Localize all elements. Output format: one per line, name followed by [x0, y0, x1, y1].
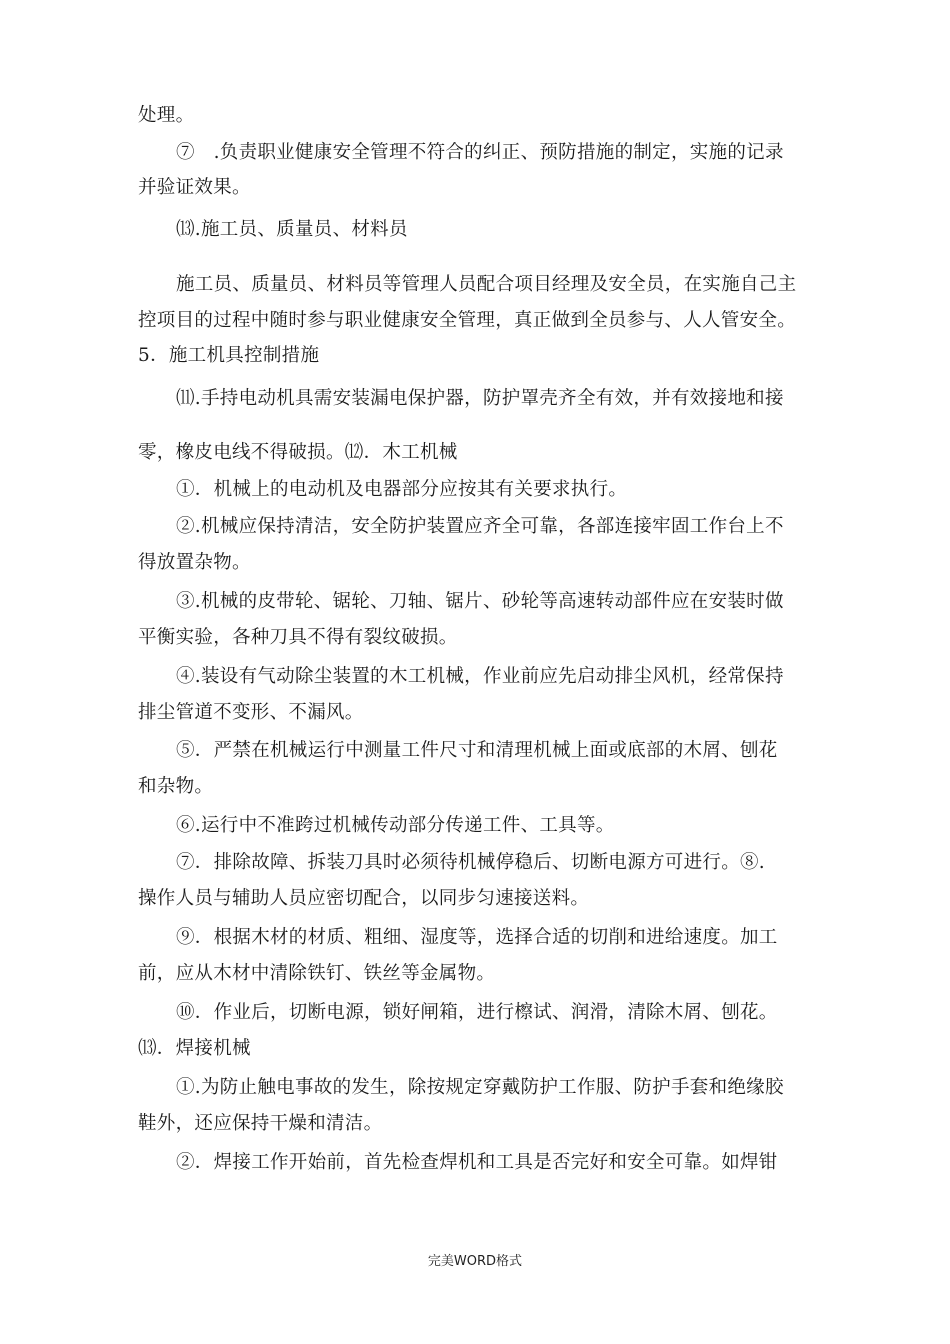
text-line: 平衡实验，各种刀具不得有裂纹破损。 — [138, 627, 458, 648]
section-heading: 5．施工机具控制措施 — [138, 345, 320, 366]
text-line: ③.机械的皮带轮、锯轮、刀轴、锯片、砂轮等高速转动部件应在安装时做 — [176, 591, 784, 612]
text-line: 前，应从木材中清除铁钉、铁丝等金属物。 — [138, 963, 496, 984]
text-line: ④.装设有气动除尘装置的木工机械，作业前应先启动排尘风机，经常保持 — [176, 666, 784, 687]
text-line: 并验证效果。 — [138, 177, 251, 198]
text-line: 得放置杂物。 — [138, 552, 251, 573]
text-line: ②.机械应保持清洁，安全防护装置应齐全可靠，各部连接牢固工作台上不 — [176, 516, 784, 537]
text-line: 排尘管道不变形、不漏风。 — [138, 702, 364, 723]
text-line: ①.为防止触电事故的发生，除按规定穿戴防护工作服、防护手套和绝缘胶 — [176, 1077, 784, 1098]
section-heading: ⒀．焊接机械 — [138, 1038, 251, 1059]
text-line: 操作人员与辅助人员应密切配合，以同步匀速接送料。 — [138, 888, 590, 909]
text-line: ⑨．根据木材的材质、粗细、湿度等，选择合适的切削和进给速度。加工 — [176, 927, 778, 948]
text-line: 零，橡皮电线不得破损。⑿．木工机械 — [138, 442, 458, 463]
text-line: 鞋外，还应保持干燥和清洁。 — [138, 1113, 383, 1134]
text-line: 处理。 — [138, 105, 195, 126]
text-line: ②．焊接工作开始前，首先检查焊机和工具是否完好和安全可靠。如焊钳 — [176, 1152, 778, 1173]
text-line: ⑩．作业后，切断电源，锁好闸箱，进行檫试、润滑，清除木屑、刨花。 — [176, 1002, 778, 1023]
text-line: 和杂物。 — [138, 776, 214, 797]
text-line: ⑾.手持电动机具需安装漏电保护器，防护罩壳齐全有效，并有效接地和接 — [176, 388, 784, 409]
text-line: 控项目的过程中随时参与职业健康安全管理，真正做到全员参与、人人管安全。 — [138, 310, 797, 331]
section-heading: ⒀.施工员、质量员、材料员 — [176, 219, 408, 240]
text-line: ⑦ .负责职业健康安全管理不符合的纠正、预防措施的制定，实施的记录 — [176, 142, 784, 163]
text-line: 施工员、质量员、材料员等管理人员配合项目经理及安全员，在实施自己主 — [176, 274, 797, 295]
text-line: ⑦．排除故障、拆装刀具时必须待机械停稳后、切断电源方可进行。⑧. — [176, 852, 765, 873]
page-footer: 完美WORD格式 — [427, 1254, 523, 1269]
text-line: ①．机械上的电动机及电器部分应按其有关要求执行。 — [176, 479, 628, 500]
text-line: ⑤．严禁在机械运行中测量工件尺寸和清理机械上面或底部的木屑、刨花 — [176, 740, 778, 761]
text-line: ⑥.运行中不准跨过机械传动部分传递工件、工具等。 — [176, 815, 615, 836]
